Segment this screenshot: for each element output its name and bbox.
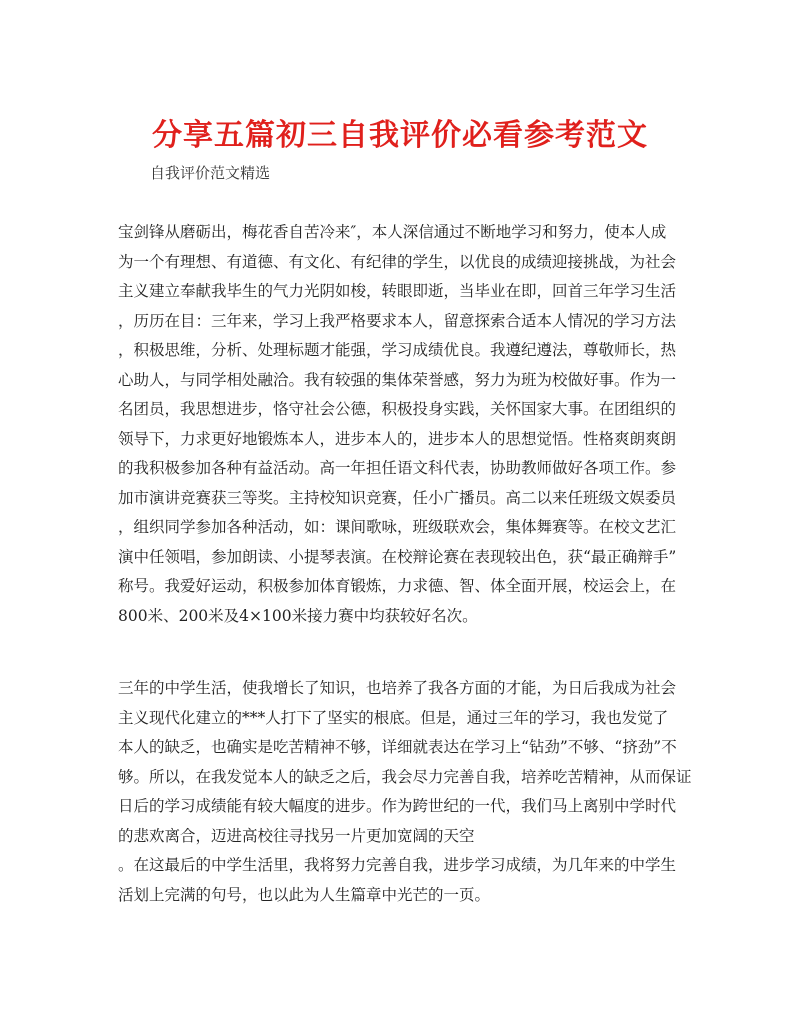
paragraph-line: 演中任领唱，参加朗读、小提琴表演。在校辩论赛在表现较出色，获“最正确辩手” xyxy=(118,547,677,566)
document-title: 分享五篇初三自我评价必看参考范文 xyxy=(152,118,648,153)
paragraph-line: 主义建立奉献我毕生的气力光阴如梭，转眼即逝，当毕业在即，回首三年学习生活 xyxy=(118,282,677,300)
paragraph-line: 日后的学习成绩能有较大幅度的进步。作为跨世纪的一代，我们马上离别中学时代 xyxy=(118,797,677,815)
paragraph-line: 。在这最后的中学生活里，我将努力完善自我，进步学习成绩，为几年来的中学生 xyxy=(118,856,677,874)
paragraph-line: 宝剑锋从磨砺出，梅花香自苦冷来″，本人深信通过不断地学习和努力，使本人成 xyxy=(118,223,667,241)
paragraph-line: ，组织同学参加各种活动，如：课间歌咏，班级联欢会，集体舞赛等。在校文艺汇 xyxy=(118,518,677,536)
paragraph-line: 800米、200米及4×100米接力赛中均获较好名次。 xyxy=(118,606,478,625)
paragraph-line: ，积极思维，分析、处理标题才能强，学习成绩优良。我遵纪遵法，尊敬师长，热 xyxy=(118,341,677,359)
paragraph-line: 称号。我爱好运动，积极参加体育锻炼，力求德、智、体全面开展，校运会上，在 xyxy=(118,577,677,595)
paragraph-line: 领导下，力求更好地锻炼本人，进步本人的，进步本人的思想觉悟。性格爽朗爽朗 xyxy=(118,429,677,448)
document-subtitle: 自我评价范文精选 xyxy=(150,164,271,182)
paragraph-line: ，历历在目：三年来，学习上我严格要求本人，留意探索合适本人情况的学习方法 xyxy=(118,311,677,330)
paragraph-line: 三年的中学生活，使我增长了知识，也培养了我各方面的才能，为日后我成为社会 xyxy=(118,679,677,697)
paragraph-2 xyxy=(118,674,692,910)
paragraph-1 xyxy=(118,218,684,631)
paragraph-line: 主义现代化建立的***人打下了坚实的根底。但是，通过三年的学习，我也发觉了 xyxy=(118,708,669,727)
paragraph-line: 够。所以，在我发觉本人的缺乏之后，我会尽力完善自我，培养吃苦精神，从而保证 xyxy=(118,767,692,786)
paragraph-line: 为一个有理想、有道德、有文化、有纪律的学生，以优良的成绩迎接挑战，为社会 xyxy=(118,252,677,271)
paragraph-line: 的悲欢离合，迈进高校往寻找另一片更加宽阔的天空 xyxy=(118,826,475,845)
paragraph-line: 加市演讲竞赛获三等奖。主持校知识竞赛，任小广播员。高二以来任班级文娱委员 xyxy=(118,488,677,507)
paragraph-line: 的我积极参加各种有益活动。高一年担任语文科代表，协助教师做好各项工作。参 xyxy=(118,459,677,477)
paragraph-line: 活划上完满的句号，也以此为人生篇章中光芒的一页。 xyxy=(118,885,491,904)
paragraph-line: 心助人，与同学相处融洽。我有较强的集体荣誉感，努力为班为校做好事。作为一 xyxy=(118,370,677,389)
paragraph-line: 本人的缺乏，也确实是吃苦精神不够，详细就表达在学习上“钻劲”不够、“挤劲”不 xyxy=(118,738,677,756)
paragraph-line: 名团员，我思想进步，恪守社会公德，积极投身实践，关怀国家大事。在团组织的 xyxy=(118,400,677,418)
